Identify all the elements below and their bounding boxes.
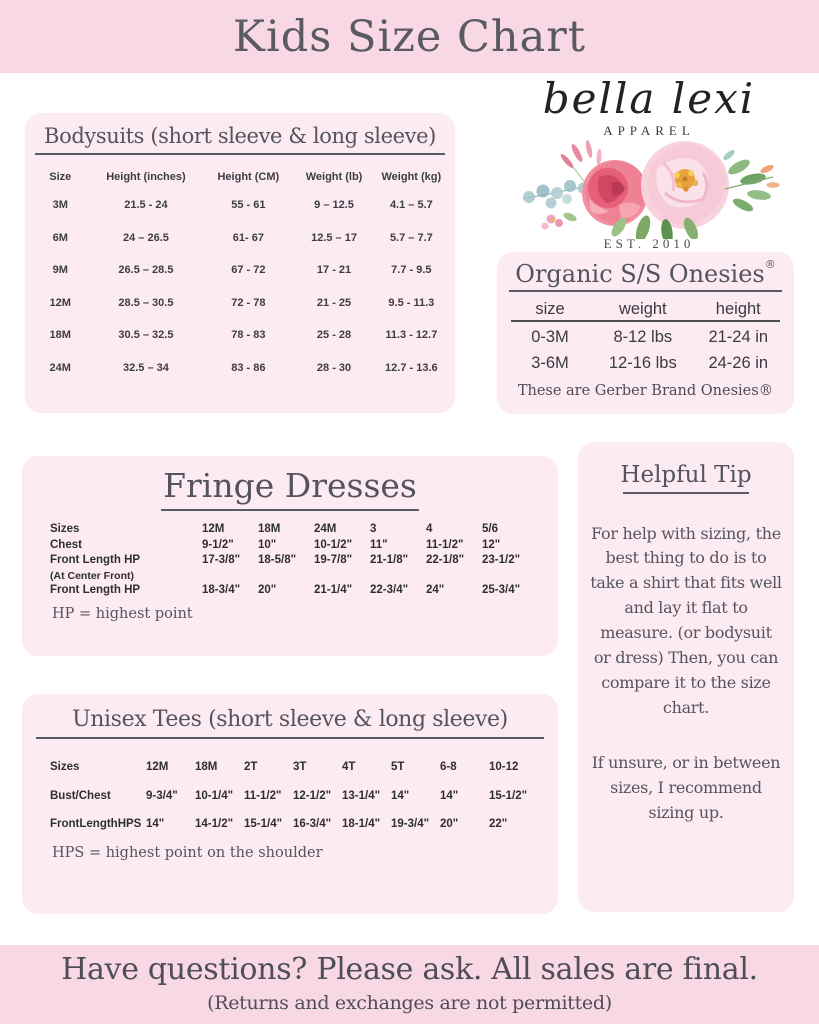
bodysuits-title: Bodysuits (short sleeve & long sleeve) bbox=[44, 124, 436, 148]
measurement-cell: 19-7/8" bbox=[314, 554, 353, 566]
size-cell: 12M bbox=[202, 523, 225, 535]
measurement-cell: 9-3/4" bbox=[146, 789, 178, 802]
size-cell: 5/6 bbox=[482, 523, 498, 535]
fringe-title: Fringe Dresses bbox=[163, 466, 417, 505]
measurement-cell: 16-3/4" bbox=[293, 818, 332, 831]
size-cell: 18M bbox=[258, 523, 281, 535]
measurement-cell: 10" bbox=[258, 538, 277, 551]
measurement-cell: 12-1/2" bbox=[293, 789, 332, 802]
onesies-title-underline bbox=[509, 290, 782, 292]
onesies-table bbox=[497, 300, 794, 374]
size-cell: 4 bbox=[426, 523, 433, 535]
fringe-dresses-panel bbox=[22, 456, 558, 656]
size-cell: 9M bbox=[52, 264, 68, 277]
table-row bbox=[31, 352, 449, 385]
measurement-cell: 19-3/4" bbox=[391, 818, 430, 831]
measurement-cell: 13-1/4" bbox=[342, 789, 381, 802]
helpful-tip-panel bbox=[578, 442, 794, 912]
top-banner bbox=[0, 0, 819, 73]
footer-line2: (Returns and exchanges are not permitted) bbox=[207, 992, 612, 1014]
table-row bbox=[22, 522, 558, 538]
measurement-cell: 22-3/4" bbox=[370, 583, 409, 596]
measurement-cell: 14" bbox=[440, 789, 459, 802]
weight-lb-cell: 17 - 21 bbox=[316, 264, 352, 277]
size-cell: 6M bbox=[52, 231, 68, 244]
unisex-tees-panel bbox=[22, 694, 558, 914]
brand-name-script: bella lexi bbox=[542, 74, 756, 123]
size-cell: 3M bbox=[52, 199, 68, 212]
fringe-abbreviation-note: HP = highest point bbox=[52, 606, 193, 622]
pink-peony bbox=[641, 141, 729, 229]
row-label-text: Front Length HP bbox=[50, 554, 141, 566]
page-title: Kids Size Chart bbox=[232, 11, 587, 62]
measurement-cell: 15-1/2" bbox=[489, 789, 528, 802]
table-row bbox=[31, 222, 449, 255]
height-cell: 21-24 in bbox=[708, 328, 769, 346]
measurement-cell: 22" bbox=[489, 818, 508, 831]
table-row bbox=[31, 189, 449, 222]
tip-title: Helpful Tip bbox=[620, 462, 752, 488]
table-row bbox=[31, 319, 449, 352]
weight-lb-cell: 9 – 12.5 bbox=[314, 199, 354, 212]
row-label: Bust/Chest bbox=[50, 789, 111, 802]
height-in-cell: 24 – 26.5 bbox=[123, 231, 169, 244]
column-header: Weight (lb) bbox=[305, 171, 363, 183]
measurement-cell: 15-1/4" bbox=[244, 818, 283, 831]
measurement-cell: 21-1/4" bbox=[314, 583, 353, 596]
coral-peony bbox=[582, 160, 648, 226]
measurement-cell: 20" bbox=[258, 583, 277, 596]
size-cell: 3T bbox=[293, 761, 307, 774]
onesies-panel bbox=[497, 252, 794, 414]
row-label: Sizes bbox=[50, 523, 80, 535]
weight-cell: 12-16 lbs bbox=[608, 354, 677, 372]
measurement-cell: 11" bbox=[370, 538, 388, 551]
row-label: FrontLengthHPS bbox=[50, 818, 142, 831]
size-cell: 12M bbox=[49, 296, 71, 309]
row-label: Chest bbox=[50, 538, 82, 551]
tip-paragraph: For help with sizing, the best thing to do is to take a shirt that fits well and lay it flat to measure. (or bodysuit or dress) Then, you can compare it to the size chart. bbox=[590, 523, 782, 718]
table-row bbox=[22, 753, 558, 782]
column-header: size bbox=[511, 300, 589, 322]
bottom-banner bbox=[0, 945, 819, 1024]
height-in-cell: 26.5 – 28.5 bbox=[118, 264, 174, 277]
measurement-cell: 14-1/2" bbox=[195, 818, 234, 831]
measurement-cell: 20" bbox=[440, 818, 459, 831]
height-cm-cell: 78 - 83 bbox=[231, 329, 266, 342]
size-cell: 24M bbox=[314, 523, 337, 535]
row-sublabel: (At Center Front) bbox=[50, 569, 134, 582]
size-cell: 2T bbox=[244, 761, 258, 774]
brand-word-apparel: APPAREL bbox=[603, 123, 695, 138]
bodysuits-panel bbox=[25, 113, 455, 413]
onesies-note: These are Gerber Brand Onesies® bbox=[517, 383, 774, 399]
size-cell: 3-6M bbox=[531, 354, 569, 372]
bodysuits-header-row bbox=[31, 165, 449, 189]
weight-kg-cell: 11.3 - 12.7 bbox=[385, 329, 438, 342]
fringe-title-underline bbox=[161, 509, 419, 511]
column-header: Height (inches) bbox=[106, 171, 186, 183]
column-header: height bbox=[697, 300, 780, 322]
size-cell: 5T bbox=[391, 761, 405, 774]
column-header: Weight (kg) bbox=[381, 171, 442, 183]
height-cm-cell: 61- 67 bbox=[232, 231, 264, 244]
unisex-abbreviation-note: HPS = highest point on the shoulder bbox=[52, 844, 323, 861]
weight-kg-cell: 4.1 – 5.7 bbox=[389, 199, 433, 212]
unisex-table bbox=[22, 753, 558, 839]
tip-paragraph: If unsure, or in between sizes, I recommend sizing up. bbox=[591, 753, 781, 823]
size-cell: 18M bbox=[49, 329, 71, 342]
weight-lb-cell: 28 - 30 bbox=[316, 361, 352, 374]
height-in-cell: 30.5 – 32.5 bbox=[118, 329, 174, 342]
measurement-cell: 10-1/2" bbox=[314, 538, 353, 551]
measurement-cell: 11-1/2" bbox=[426, 538, 464, 551]
bodysuits-title-underline bbox=[35, 153, 445, 155]
table-row bbox=[22, 782, 558, 811]
measurement-cell: 14" bbox=[146, 818, 165, 831]
fringe-table bbox=[22, 522, 558, 598]
measurement-cell: 14" bbox=[391, 789, 410, 802]
measurement-cell: 21-1/8" bbox=[370, 554, 409, 566]
measurement-cell: 12" bbox=[482, 538, 501, 551]
weight-lb-cell: 25 - 28 bbox=[316, 329, 352, 342]
table-row bbox=[31, 254, 449, 287]
measurement-cell: 10-1/4" bbox=[195, 789, 234, 802]
brand-logo bbox=[503, 76, 795, 254]
registered-trademark-symbol: ® bbox=[764, 258, 776, 271]
weight-cell: 8-12 lbs bbox=[613, 328, 673, 346]
size-cell: 10-12 bbox=[489, 761, 519, 774]
table-row bbox=[511, 322, 780, 348]
unisex-title-underline bbox=[36, 737, 544, 739]
row-label: Front Length HP bbox=[50, 583, 141, 596]
table-row bbox=[511, 348, 780, 374]
height-cell: 24-26 in bbox=[708, 354, 769, 372]
measurement-cell: 22-1/8" bbox=[426, 554, 465, 566]
table-row bbox=[22, 810, 558, 839]
column-header: Height (CM) bbox=[217, 171, 280, 183]
size-cell: 12M bbox=[146, 761, 169, 774]
weight-lb-cell: 21 - 25 bbox=[316, 296, 352, 309]
tip-title-underline bbox=[623, 492, 749, 494]
measurement-cell: 18-3/4" bbox=[202, 583, 241, 596]
height-cm-cell: 67 - 72 bbox=[231, 264, 266, 277]
onesies-title-wrap bbox=[497, 260, 794, 288]
column-header: Size bbox=[49, 171, 72, 183]
weight-kg-cell: 7.7 - 9.5 bbox=[391, 264, 432, 277]
unisex-title: Unisex Tees (short sleeve & long sleeve) bbox=[72, 707, 508, 732]
measurement-cell: 17-3/8" bbox=[202, 554, 241, 566]
flower-bouquet-illustration bbox=[503, 133, 795, 244]
size-cell: 6-8 bbox=[440, 761, 457, 774]
weight-kg-cell: 5.7 – 7.7 bbox=[389, 231, 433, 244]
weight-kg-cell: 12.7 - 13.6 bbox=[385, 361, 438, 374]
right-greenery bbox=[722, 148, 780, 214]
height-cm-cell: 83 - 86 bbox=[231, 361, 266, 374]
row-label bbox=[22, 553, 202, 583]
weight-kg-cell: 9.5 - 11.3 bbox=[388, 296, 435, 309]
column-header: weight bbox=[589, 300, 697, 322]
height-in-cell: 28.5 – 30.5 bbox=[118, 296, 174, 309]
brand-established: EST. 2010 bbox=[603, 236, 695, 251]
height-cm-cell: 55 - 61 bbox=[231, 199, 266, 212]
bodysuits-table bbox=[25, 165, 455, 384]
measurement-cell: 11-1/2" bbox=[244, 789, 282, 802]
measurement-cell: 24" bbox=[426, 583, 445, 596]
size-cell: 4T bbox=[342, 761, 356, 774]
table-row bbox=[22, 583, 558, 599]
measurement-cell: 23-1/2" bbox=[482, 554, 521, 566]
height-cm-cell: 72 - 78 bbox=[231, 296, 266, 309]
weight-lb-cell: 12.5 – 17 bbox=[311, 231, 357, 244]
height-in-cell: 21.5 - 24 bbox=[124, 199, 168, 212]
size-cell: 3 bbox=[370, 523, 377, 535]
row-label: Sizes bbox=[50, 761, 80, 774]
table-row bbox=[22, 538, 558, 554]
footer-line1: Have questions? Please ask. All sales are final. bbox=[61, 952, 758, 987]
size-cell: 24M bbox=[49, 361, 71, 374]
size-cell: 18M bbox=[195, 761, 218, 774]
measurement-cell: 25-3/4" bbox=[482, 583, 521, 596]
measurement-cell: 18-1/4" bbox=[342, 818, 381, 831]
onesies-header-row bbox=[511, 300, 780, 322]
small-flowers bbox=[542, 211, 578, 230]
measurement-cell: 9-1/2" bbox=[202, 538, 234, 551]
size-cell: 0-3M bbox=[531, 328, 569, 346]
onesies-title: Organic S/S Onesies bbox=[515, 260, 765, 288]
table-row bbox=[22, 553, 558, 583]
height-in-cell: 32.5 – 34 bbox=[123, 361, 169, 374]
measurement-cell: 18-5/8" bbox=[258, 554, 297, 566]
table-row bbox=[31, 287, 449, 320]
